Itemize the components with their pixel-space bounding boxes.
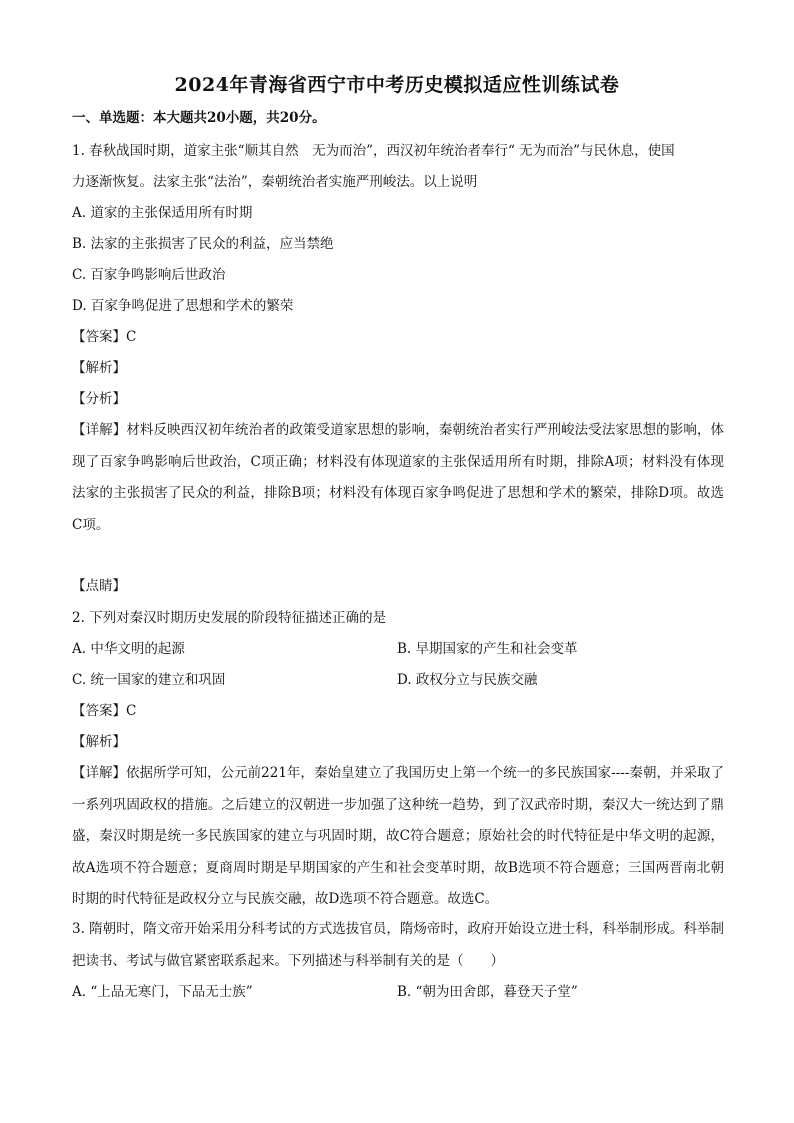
q1-option-b: B. 法家的主张损害了民众的利益，应当禁绝 xyxy=(72,236,334,252)
q1-stem-line2: 力逐渐恢复。法家主张“法治”，秦朝统治者实施严刑峻法。以上说明 xyxy=(72,174,478,190)
q2-option-a: A. 中华文明的起源 xyxy=(72,641,185,657)
q1-stem-line1: 1. 春秋战国时期，道家主张“顺其自然 无为而治”，西汉初年统治者奉行“ 无为而治”与民休息，使国 xyxy=(72,143,675,159)
q3-option-b: B. “朝为田舍郎，暮登天子堂” xyxy=(397,984,578,1000)
q1-option-c: C. 百家争鸣影响后世政治 xyxy=(72,267,226,283)
q2-stem: 2. 下列对秦汉时期历史发展的阶段特征描述正确的是 xyxy=(72,610,387,626)
q3-option-a: A. “上品无寒门，下品无士族” xyxy=(72,984,253,1000)
q1-detail: 【详解】材料反映西汉初年统治者的政策受道家思想的影响，秦朝统治者实行严刑峻法受法家思想的影响，体现了百家争鸣影响后世政治，C项正确；材料没有体现道家的主张保适用所有时期，排除A项；材料没有体现法家的主张损害了民众的利益，排除B项；材料没有体现百家争鸣促进了思想和学术的繁荣，排除D项。故选C项。 xyxy=(72,422,724,533)
q1-option-d: D. 百家争鸣促进了思想和学术的繁荣 xyxy=(72,298,294,314)
q1-option-a: A. 道家的主张保适用所有时期 xyxy=(72,205,253,221)
section-heading: 一、单选题：本大题共20小题，共20分。 xyxy=(72,110,326,126)
q1-dianjing-label: 【点睛】 xyxy=(72,578,126,594)
q2-option-b: B. 早期国家的产生和社会变革 xyxy=(397,641,578,657)
q2-answer: 【答案】C xyxy=(72,703,137,719)
q2-option-d: D. 政权分立与民族交融 xyxy=(397,672,538,688)
q1-fenxi-label: 【分析】 xyxy=(72,391,126,407)
q2-option-c: C. 统一国家的建立和巩固 xyxy=(72,672,226,688)
page-title: 2024年青海省西宁市中考历史模拟适应性训练试卷 xyxy=(174,74,620,96)
q3-stem: 3. 隋朝时，隋文帝开始采用分科考试的方式选拔官员，隋炀帝时，政府开始设立进士科，科举制形成。科举制把读书、考试与做官紧密联系起来。下列描述与科举制有关的是（ ） xyxy=(72,921,724,969)
q1-analysis-label: 【解析】 xyxy=(72,360,126,376)
q2-detail: 【详解】依据所学可知，公元前221年，秦始皇建立了我国历史上第一个统一的多民族国家----秦朝，并采取了一系列巩固政权的措施。之后建立的汉朝进一步加强了这种统一趋势，到了汉武帝时期，秦汉大一统达到了鼎盛，秦汉时期是统一多民族国家的建立与巩固时期，故C符合题意；原始社会的时代特征是中华文明的起源，故A选项不符合题意；夏商周时期是早期国家的产生和社会变革时期，故B选项不符合题意；三国两晋南北朝时期的时代特征是政权分立与民族交融，故D选项不符合题意。故选C。 xyxy=(72,765,724,907)
q1-answer: 【答案】C xyxy=(72,329,137,345)
q2-analysis-label: 【解析】 xyxy=(72,734,126,750)
